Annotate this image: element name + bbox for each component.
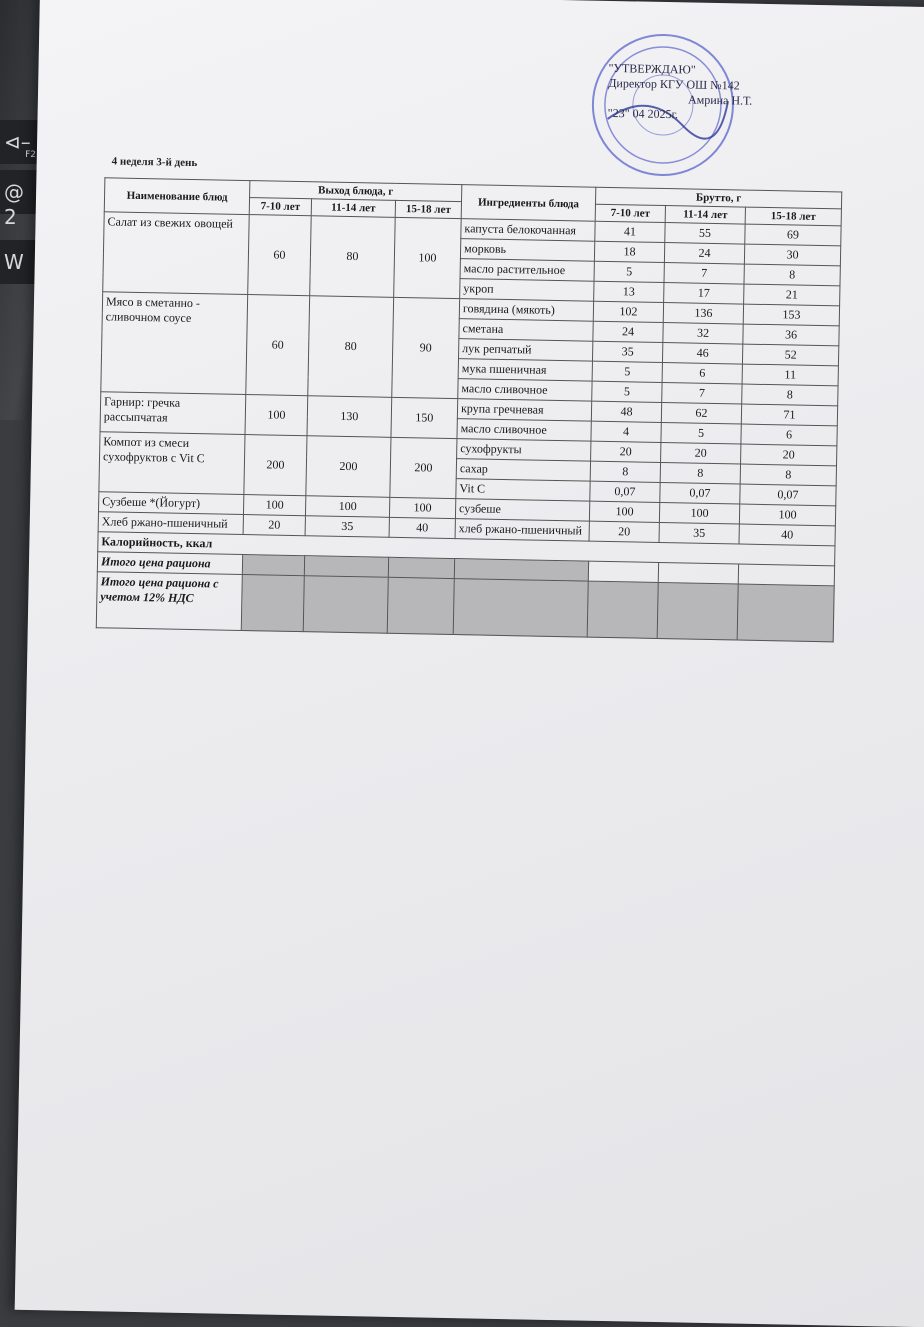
approval-date: "23" 04 2025г.	[607, 105, 679, 122]
gross-cell: 41	[595, 221, 665, 242]
gross-cell: 13	[594, 281, 664, 302]
age-header: 11-14 лет	[665, 206, 745, 225]
two-key: 2	[4, 205, 17, 229]
ingredient-name: лук репчатый	[459, 339, 593, 362]
approval-director: Директор КГУ ОШ №142	[608, 75, 740, 93]
gross-cell: 30	[744, 244, 840, 266]
total-price-label: Итого цена рациона	[97, 552, 242, 575]
gross-cell: 20	[661, 443, 741, 465]
gross-cell: 20	[591, 441, 661, 462]
gross-cell: 8	[740, 464, 836, 486]
dish-name: Мясо в сметанно - сливочном соусе	[101, 292, 248, 395]
gross-cell: 11	[742, 364, 838, 386]
gross-cell: 52	[742, 344, 838, 366]
age-header: 15-18 лет	[745, 207, 841, 226]
output-cell: 80	[310, 216, 396, 298]
total-vat-label: Итого цена рациона с учетом 12% НДС	[96, 572, 242, 631]
gross-cell: 100	[659, 502, 739, 524]
price-cell	[587, 581, 658, 638]
output-cell: 200	[244, 435, 307, 496]
w-key: W	[0, 240, 42, 284]
ingredient-name: сметана	[459, 319, 593, 342]
output-cell: 100	[305, 496, 389, 518]
output-cell: 60	[248, 215, 312, 296]
output-cell: 80	[308, 296, 394, 398]
output-cell: 150	[391, 397, 458, 438]
gross-cell: 24	[593, 321, 663, 342]
output-cell: 60	[246, 295, 310, 396]
gross-cell: 62	[661, 403, 741, 425]
ingredient-name: морковь	[460, 239, 594, 262]
ingredient-name: сузбеше	[455, 499, 589, 522]
ingredient-name: говядина (мякоть)	[459, 299, 593, 322]
dish-name: Салат из свежих овощей	[103, 212, 250, 295]
output-cell: 100	[245, 395, 308, 436]
price-cell	[454, 559, 588, 582]
gross-cell: 6	[741, 424, 837, 446]
output-cell: 200	[390, 437, 457, 498]
output-cell: 100	[243, 495, 305, 516]
gross-cell: 32	[663, 323, 743, 345]
gross-cell: 40	[739, 524, 835, 546]
price-cell	[304, 556, 388, 578]
gross-cell: 153	[743, 304, 839, 326]
ingredient-name: капуста белокочанная	[461, 219, 595, 242]
gross-cell: 48	[591, 401, 661, 422]
gross-cell: 7	[662, 383, 742, 405]
price-cell	[737, 584, 834, 642]
calories-label: Калорийность, ккал	[98, 532, 835, 566]
dish-header: Наименование блюд	[104, 178, 250, 215]
output-cell: 90	[392, 297, 460, 398]
ingredient-name: укроп	[460, 279, 594, 302]
price-cell	[387, 577, 454, 634]
age-header: 11-14 лет	[311, 199, 395, 218]
page-title: 4 неделя 3-й день	[111, 155, 198, 170]
gross-cell: 0,07	[660, 482, 740, 504]
age-header: 7-10 лет	[595, 204, 665, 222]
menu-table	[96, 177, 843, 642]
approval-block	[608, 61, 753, 124]
output-cell: 130	[307, 396, 392, 438]
price-cell	[242, 554, 304, 575]
gross-cell: 24	[664, 243, 744, 265]
gross-cell: 4	[591, 421, 661, 442]
gross-cell: 8	[744, 264, 840, 286]
approval-title: "УТВЕРЖДАЮ"	[608, 60, 696, 77]
gross-cell: 0,07	[590, 481, 660, 502]
output-cell: 35	[305, 516, 389, 538]
price-cell	[303, 576, 388, 634]
price-cell	[388, 557, 454, 578]
output-cell: 40	[389, 517, 455, 538]
output-cell: 20	[243, 515, 305, 536]
age-header: 7-10 лет	[249, 198, 311, 216]
ingredient-name: Vit C	[456, 479, 590, 502]
gross-cell: 136	[663, 303, 743, 325]
price-cell	[738, 564, 834, 586]
price-cell	[588, 561, 658, 582]
gross-cell: 55	[665, 223, 745, 245]
price-cell	[658, 562, 738, 584]
price-cell	[453, 579, 588, 638]
ingredient-name: масло сливочное	[457, 419, 591, 442]
gross-cell: 5	[661, 423, 741, 445]
gross-cell: 20	[589, 521, 659, 542]
gross-cell: 6	[662, 363, 742, 385]
approval-name: Амрина Н.Т.	[687, 92, 753, 108]
ingredient-name: крупа гречневая	[457, 399, 591, 422]
gross-cell: 100	[739, 504, 835, 526]
ingredient-name: мука пшеничная	[458, 359, 592, 382]
gross-header: Брутто, г	[595, 187, 841, 209]
dish-name: Компот из смеси сухофруктов с Vit C	[99, 432, 245, 495]
gross-cell: 71	[741, 404, 837, 426]
ingredient-name: сухофрукты	[457, 439, 591, 462]
ingredient-name: сахар	[456, 459, 590, 482]
gross-cell: 17	[664, 283, 744, 305]
gross-cell: 69	[745, 224, 841, 246]
gross-cell: 46	[662, 343, 742, 365]
price-cell	[657, 582, 738, 640]
gross-cell: 20	[741, 444, 837, 466]
dish-name: Хлеб ржано-пшеничный	[98, 512, 243, 535]
price-cell	[241, 574, 304, 631]
gross-cell: 0,07	[740, 484, 836, 506]
gross-cell: 35	[592, 341, 662, 362]
gross-cell: 36	[743, 324, 839, 346]
dish-name: Гарнир: гречка рассыпчатая	[100, 392, 246, 435]
output-cell: 100	[394, 217, 462, 298]
document-page	[15, 0, 924, 1327]
gross-cell: 102	[593, 301, 663, 322]
output-cell: 100	[389, 497, 455, 518]
ingredients-header: Ингредиенты блюда	[461, 185, 596, 222]
gross-cell: 18	[594, 241, 664, 262]
gross-cell: 7	[664, 263, 744, 285]
dish-name: Сузбеше *(Йогурт)	[98, 492, 243, 515]
gross-cell: 100	[589, 501, 659, 522]
ingredient-name: хлеб ржано-пшеничный	[455, 519, 589, 542]
ingredient-name: масло растительное	[460, 259, 594, 282]
output-cell: 200	[306, 436, 391, 498]
gross-cell: 5	[592, 381, 662, 402]
gross-cell: 5	[592, 361, 662, 382]
age-header: 15-18 лет	[395, 200, 461, 218]
gross-cell: 21	[744, 284, 840, 306]
at-key: @	[0, 170, 42, 214]
gross-cell: 35	[659, 522, 739, 544]
gross-cell: 8	[660, 462, 740, 484]
gross-cell: 8	[742, 384, 838, 406]
f2-key: ⊲– F2	[0, 120, 42, 164]
ingredient-name: масло сливочное	[458, 379, 592, 402]
gross-cell: 5	[594, 261, 664, 282]
output-header: Выход блюда, г	[250, 181, 462, 202]
gross-cell: 8	[590, 461, 660, 482]
